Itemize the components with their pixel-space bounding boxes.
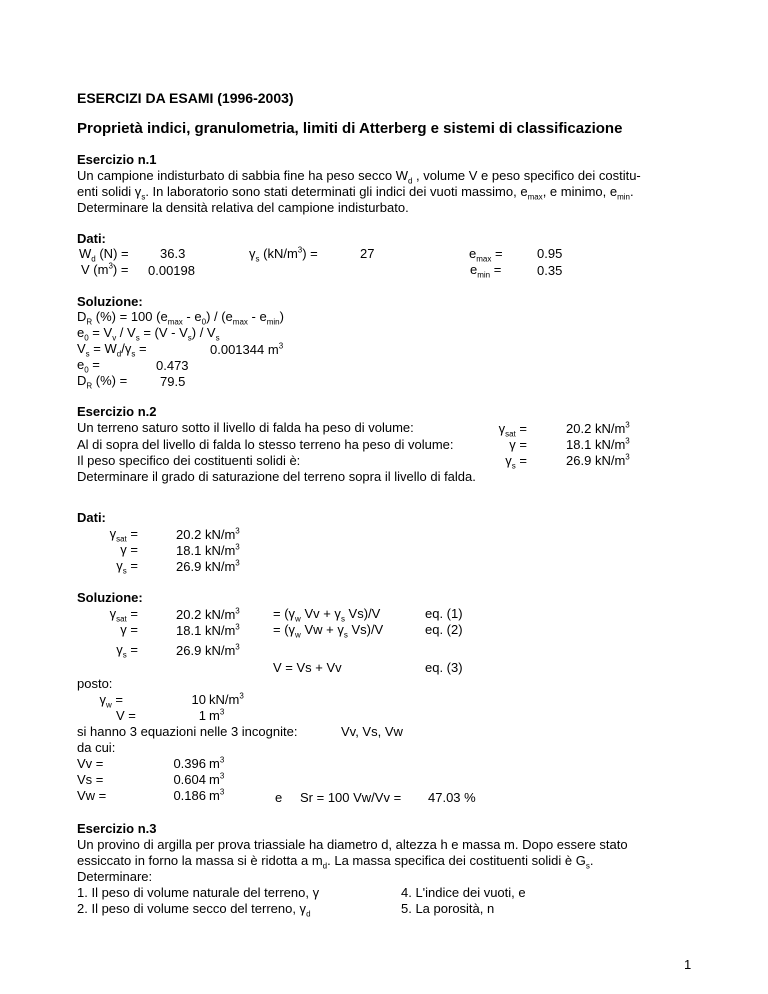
ex2-sol-gs-value: 26.9 $kN/m^3$ [176, 642, 240, 658]
ex2-eq2: = ($\gamma_w$ $Vw + \gamma_s$ Vs)/V [273, 622, 384, 640]
ex2-gsat-value: 20.2 $kN/m^3$ [566, 420, 630, 436]
ex2-vs-unit: $m^3$ [209, 771, 225, 787]
exercise-1-text-line3: Determinare la densità relativa del campione indisturbato. [77, 200, 409, 215]
ex2-dati-gsat-label: $\gamma_{sat}$ = [109, 526, 138, 544]
ex1-dr-value: 79.5 [160, 374, 186, 389]
exercise-1-title: Esercizio n.1 [77, 152, 157, 167]
ex2-gs-label: $\gamma_s$ = [505, 453, 527, 471]
ex1-gs-value: 27 [360, 246, 375, 261]
section-title: Proprietà indici, granulometria, limiti di Atterberg e sistemi di classificazione [77, 120, 623, 137]
exercise-3-line2: essiccato in forno la massa si è ridotta a $m_d$. La massa specifica dei costituenti solidi è $G_s$. [77, 853, 594, 871]
ex2-dati-g-label: γ = [120, 542, 138, 557]
ex2-V-label: V = [116, 708, 136, 723]
ex2-sr-label: Sr = 100 Vw/Vv = [300, 790, 402, 805]
exercise-2-line2: Al di sopra del livello di falda lo stesso terreno ha peso di volume: [77, 437, 454, 452]
ex2-vv-label: Vv = [77, 756, 104, 771]
exercise-3-item2: 2. Il peso di volume secco del terreno, $\gamma_d$ [77, 901, 311, 919]
ex1-emax-value: 0.95 [537, 246, 563, 261]
ex2-vw-unit: $m^3$ [209, 787, 225, 803]
ex2-sol-g-value: 18.1 $kN/m^3$ [176, 622, 240, 638]
exercise-2-title: Esercizio n.2 [77, 404, 157, 419]
ex2-eq1: = ($\gamma_w$ $Vv + \gamma_s$ Vs)/V [273, 606, 381, 624]
ex1-v-value: 0.00198 [148, 263, 195, 278]
ex1-dr-label: $D_R$ (%) = [77, 373, 128, 391]
ex2-vs-label: Vs = [77, 772, 104, 787]
exercise-3-item5: 5. La porosità, n [401, 901, 495, 916]
exercise-3-item1: 1. Il peso di volume naturale del terreno, γ [77, 885, 320, 900]
ex1-emin-value: 0.35 [537, 263, 563, 278]
exercise-2-line4: Determinare il grado di saturazione del terreno sopra il livello di falda. [77, 469, 476, 484]
document-title: ESERCIZI DA ESAMI (1996-2003) [77, 90, 294, 106]
ex2-sol-g-label: γ = [120, 622, 138, 637]
exercise-2-line3: Il peso specifico dei costituenti solidi è: [77, 453, 301, 468]
exercise-1-text-line2: enti solidi $\gamma_s$. In laboratorio sono stati determinati gli indici dei vuoti massimo, $e_{max}$, e minimo, $e_{min}$. [77, 184, 634, 202]
ex2-posto-label: posto: [77, 676, 113, 691]
ex1-emax-label: $e_{max}$ = [469, 246, 503, 264]
ex2-sr-value: 47.03 % [428, 790, 476, 805]
exercise-3-line3: Determinare: [77, 869, 153, 884]
ex1-dati-label: Dati: [77, 231, 106, 246]
ex2-dati-g-value: 18.1 $kN/m^3$ [176, 542, 240, 558]
ex2-eq2-tag: eq. (2) [425, 622, 463, 637]
ex2-eq3: V = Vs + Vv [273, 660, 342, 675]
ex1-e0-formula: $e_0 = V_v / V_s = (V - V_s) / V_s$ [77, 325, 220, 343]
ex2-sol-gs-label: $\gamma_s$ = [116, 642, 138, 660]
ex2-gw-unit: $kN/m^3$ [209, 691, 244, 707]
ex2-vw-label: Vw = [77, 788, 107, 803]
ex2-gw-label: $\gamma_w$ = [99, 692, 123, 710]
ex2-gs-value: 26.9 $kN/m^3$ [566, 452, 630, 468]
ex2-gsat-label: $\gamma_{sat}$ = [498, 421, 527, 439]
ex2-g-value: 18.1 $kN/m^3$ [566, 436, 630, 452]
ex1-vs-formula: $V_s = W_d/\gamma_s$ = [77, 341, 147, 359]
ex2-eq1-tag: eq. (1) [425, 606, 463, 621]
ex1-emin-label: $e_{min}$ = [470, 262, 502, 280]
ex2-g-label: γ = [509, 437, 527, 452]
ex2-sol-gsat-value: 20.2 $kN/m^3$ [176, 606, 240, 622]
ex2-vv-unit: $m^3$ [209, 755, 225, 771]
ex1-v-label: V $(m^3)$ = [81, 261, 129, 277]
ex2-eq3-tag: eq. (3) [425, 660, 463, 675]
ex2-dati-gsat-value: 20.2 $kN/m^3$ [176, 526, 240, 542]
ex1-solution-label: Soluzione: [77, 294, 143, 309]
ex2-da-cui: da cui: [77, 740, 116, 755]
ex1-dr-formula: $D_R$ (%) = 100 $(e_{max} - e_0) / (e_{max} - e_{min})$ [77, 309, 284, 327]
ex2-dati-gs-value: 26.9 $kN/m^3$ [176, 558, 240, 574]
ex1-wd-label: $W_d$ (N) = [79, 246, 129, 264]
ex2-gw-value: 10 [191, 692, 206, 707]
ex2-solution-label: Soluzione: [77, 590, 143, 605]
ex1-e0-value: 0.473 [156, 358, 189, 373]
ex1-e0-label: $e_0$ = [77, 357, 100, 375]
exercise-3-title: Esercizio n.3 [77, 821, 157, 836]
exercise-1-text-line1: Un campione indisturbato di sabbia fine ha peso secco $W_d$ , volume V e peso specifico dei costitu- [77, 168, 641, 186]
ex1-wd-value: 36.3 [160, 246, 186, 261]
ex2-V-value: 1 [198, 708, 206, 723]
ex1-gs-label: $\gamma_s$ $(kN/m^3)$ = [249, 245, 318, 264]
ex2-vv-value: 0.396 [173, 756, 206, 771]
ex2-vw-value: 0.186 [173, 788, 206, 803]
ex2-dati-gs-label: $\gamma_s$ = [116, 558, 138, 576]
ex2-unknowns: Vv, Vs, Vw [341, 724, 403, 739]
ex2-vs-value: 0.604 [173, 772, 206, 787]
ex1-vs-value: 0.001344 $m^3$ [210, 341, 284, 357]
ex2-V-unit: $m^3$ [209, 707, 225, 723]
ex2-e-word: e [275, 790, 283, 805]
ex2-sol-gsat-label: $\gamma_{sat}$ = [109, 606, 138, 624]
ex2-dati-label: Dati: [77, 510, 106, 525]
exercise-3-line1: Un provino di argilla per prova triassiale ha diametro d, altezza h e massa m. Dopo essere stato [77, 837, 628, 852]
exercise-3-item4: 4. L'indice dei vuoti, e [401, 885, 526, 900]
page-number: 1 [684, 957, 692, 972]
exercise-2-line1: Un terreno saturo sotto il livello di falda ha peso di volume: [77, 420, 414, 435]
ex2-system-text: si hanno 3 equazioni nelle 3 incognite: [77, 724, 298, 739]
